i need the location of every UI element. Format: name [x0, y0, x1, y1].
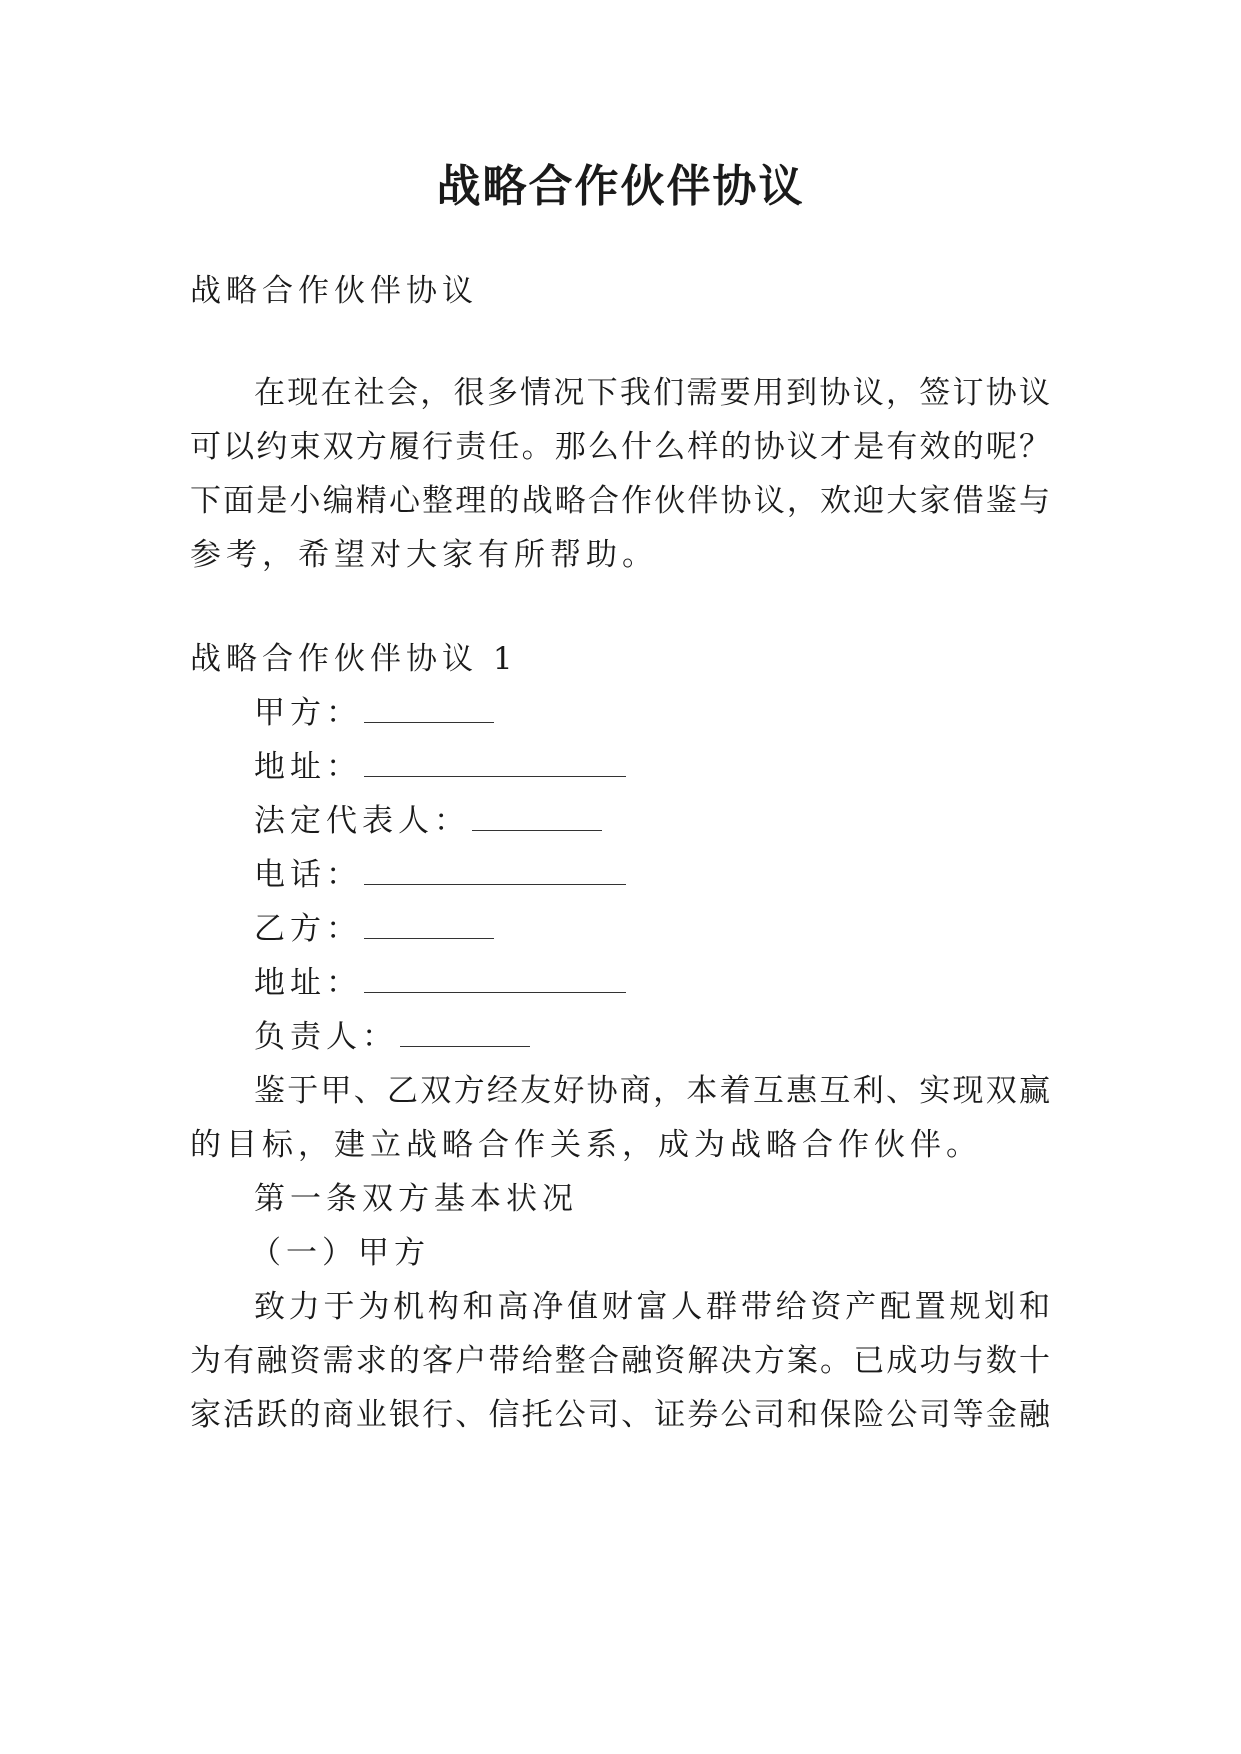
- person-in-charge-label: 负责人：: [254, 1019, 398, 1055]
- party-b-label: 乙方：: [254, 911, 362, 947]
- address-b-label: 地址：: [254, 965, 362, 1001]
- address-a-blank: [364, 750, 626, 777]
- party-a-desc-line-2: 为有融资需求的客户带给整合融资解决方案。已成功与数十: [190, 1343, 1050, 1379]
- body-line-2: 的目标，建立战略合作关系，成为战略合作伙伴。: [190, 1127, 982, 1163]
- intro-line-3: 下面是小编精心整理的战略合作伙伴协议，欢迎大家借鉴与: [190, 483, 1050, 519]
- phone-label: 电话：: [254, 857, 362, 893]
- document-subtitle: 战略合作伙伴协议: [190, 273, 478, 309]
- party-a-desc-line-1: 致力于为机构和高净值财富人群带给资产配置规划和: [254, 1289, 1050, 1325]
- intro-line-4: 参考，希望对大家有所帮助。: [190, 537, 658, 573]
- document-title: 战略合作伙伴协议: [436, 161, 805, 212]
- person-in-charge-blank: [400, 1020, 530, 1047]
- phone-blank: [364, 858, 626, 885]
- intro-line-1: 在现在社会，很多情况下我们需要用到协议，签订协议: [254, 375, 1050, 411]
- article-one-heading: 第一条双方基本状况: [254, 1181, 578, 1217]
- address-a-field: [254, 741, 626, 786]
- section-heading: 战略合作伙伴协议 1: [190, 641, 518, 677]
- sub-heading-party-a: （一）甲方: [250, 1235, 430, 1271]
- party-a-desc-line-3: 家活跃的商业银行、信托公司、证券公司和保险公司等金融: [190, 1397, 1050, 1433]
- address-b-blank: [364, 966, 626, 993]
- body-line-1: 鉴于甲、乙双方经友好协商，本着互惠互利、实现双赢: [254, 1073, 1050, 1109]
- legal-rep-blank: [472, 804, 602, 831]
- address-a-label: 地址：: [254, 749, 362, 785]
- party-a-blank: [364, 696, 494, 723]
- legal-rep-label: 法定代表人：: [254, 803, 470, 839]
- legal-rep-field: [254, 795, 602, 840]
- party-b-field: [254, 903, 494, 948]
- party-a-field: [254, 687, 494, 732]
- party-a-label: 甲方：: [254, 695, 362, 731]
- address-b-field: [254, 957, 626, 1002]
- party-b-blank: [364, 912, 494, 939]
- person-in-charge-field: [254, 1011, 530, 1056]
- intro-line-2: 可以约束双方履行责任。那么什么样的协议才是有效的呢？: [190, 429, 1050, 465]
- phone-field: [254, 849, 626, 894]
